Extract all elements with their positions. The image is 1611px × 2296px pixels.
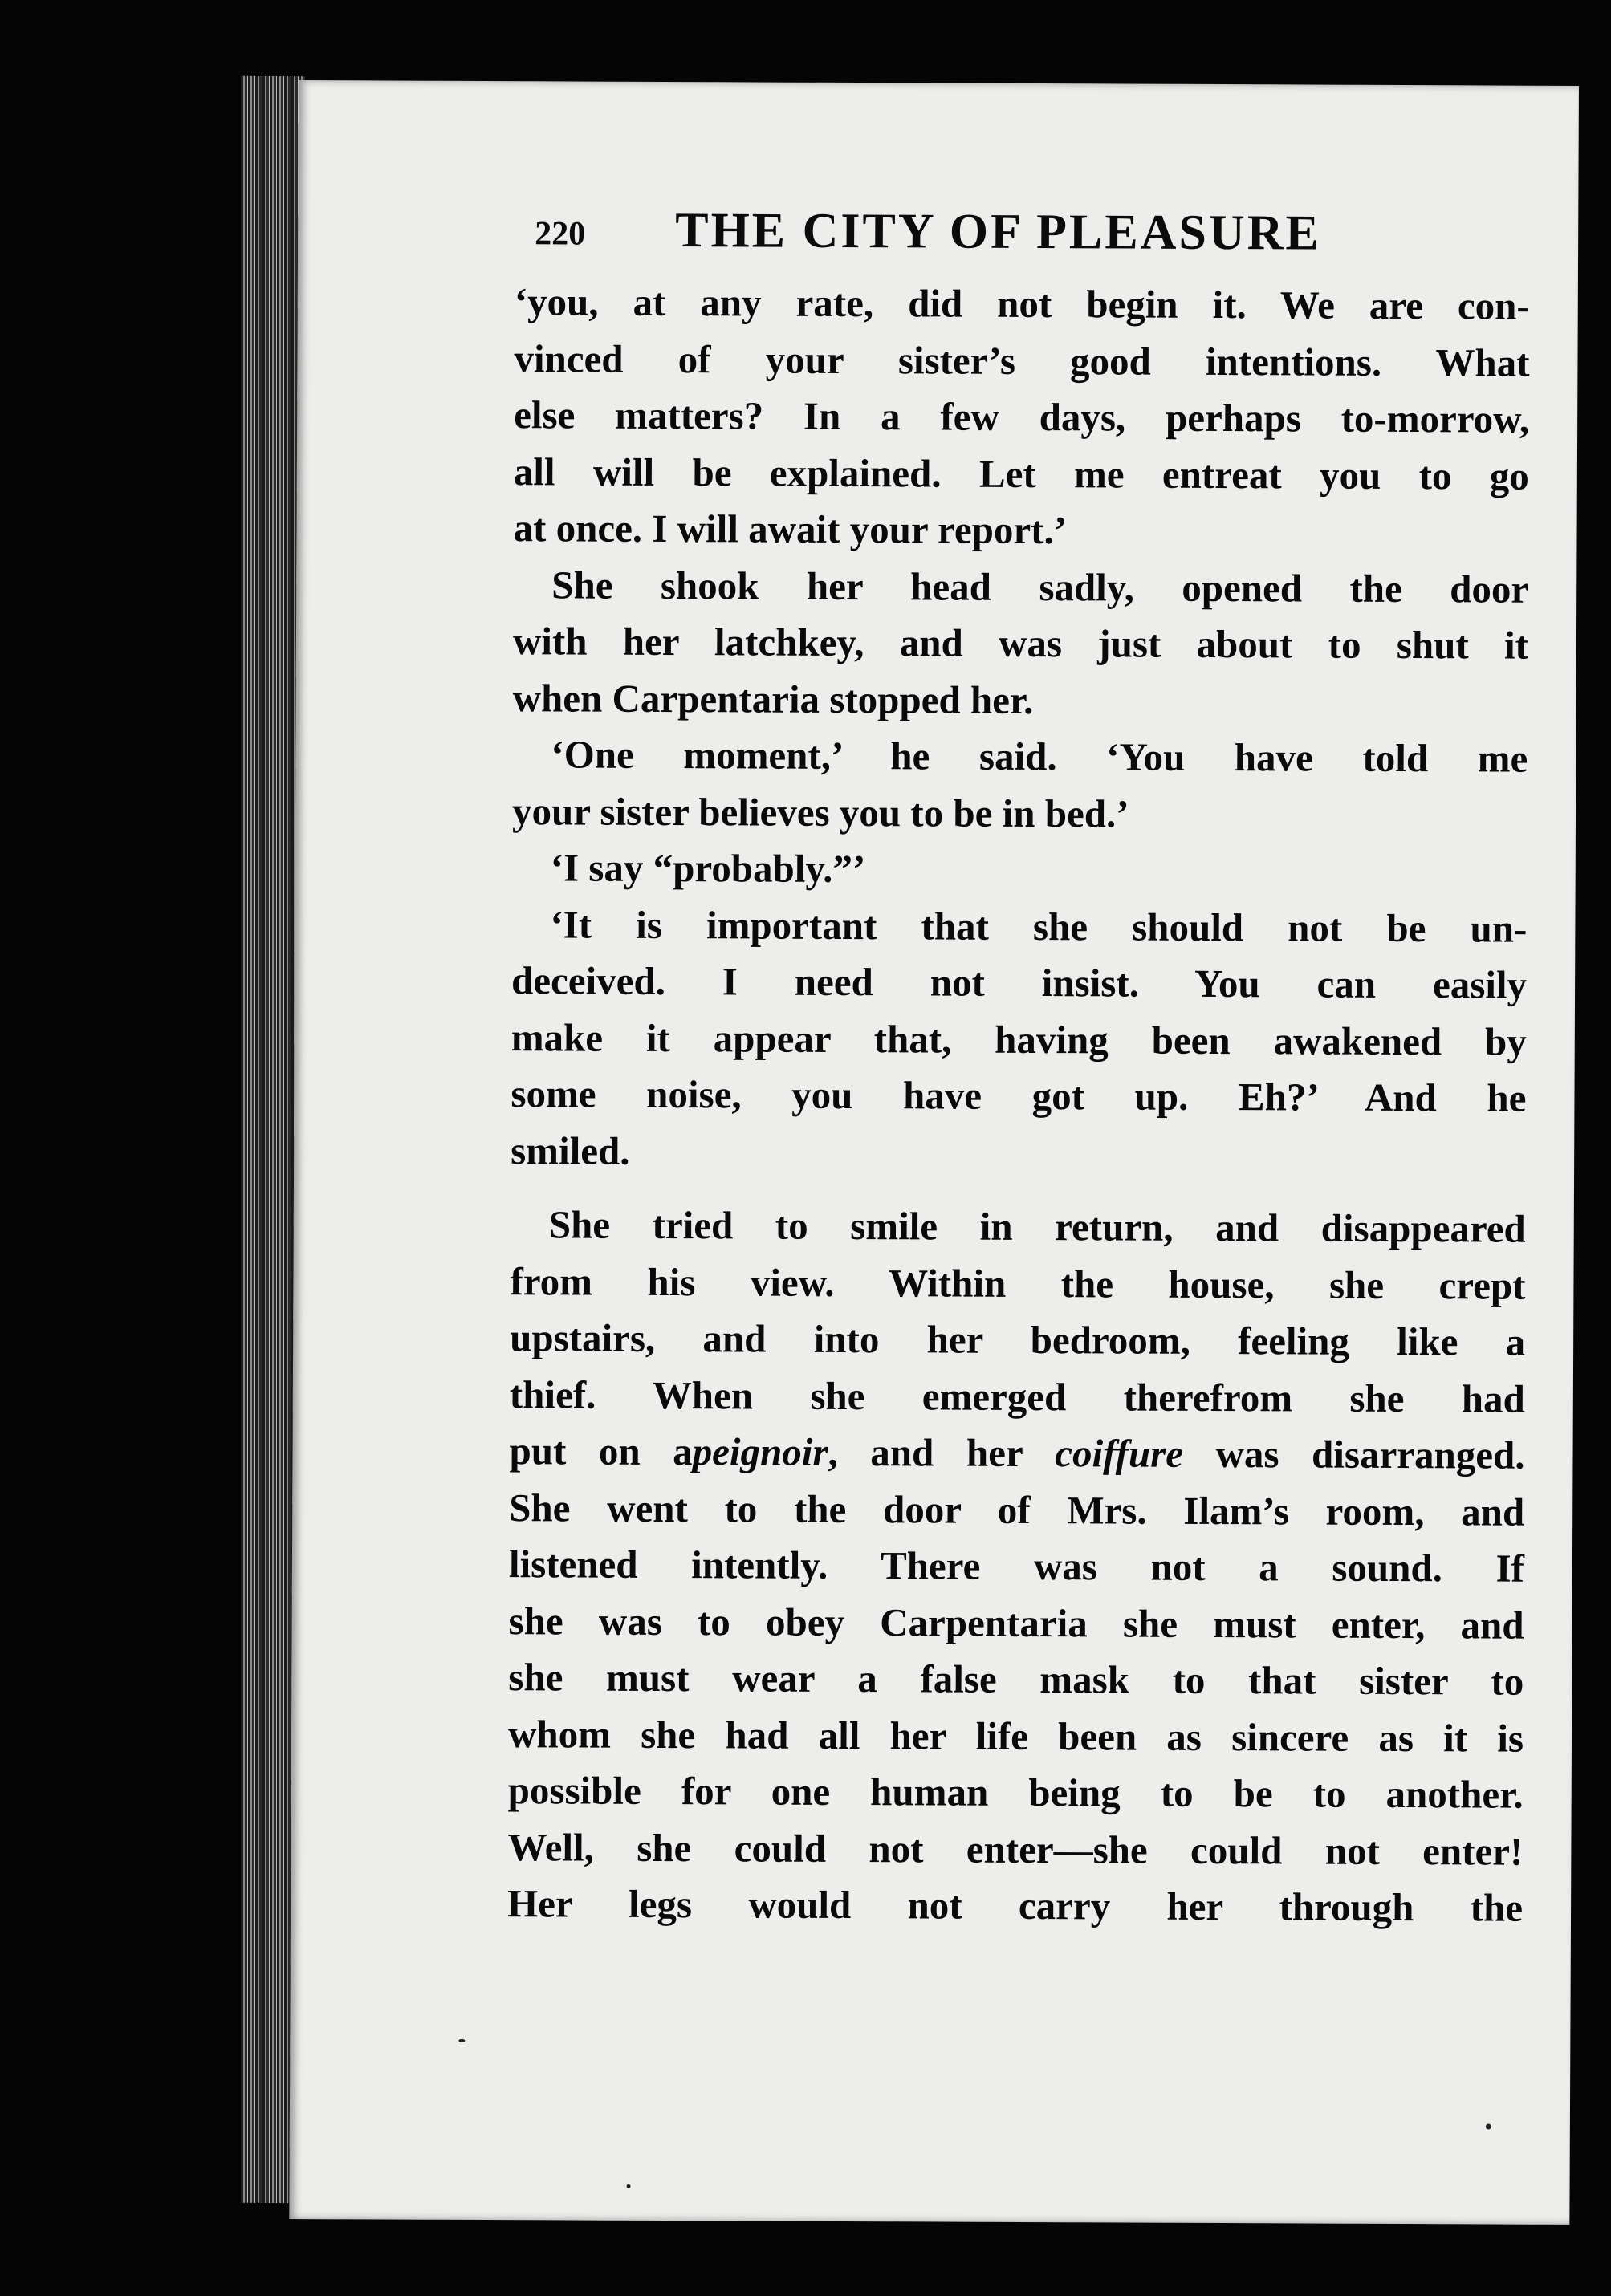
text-segment: , and her bbox=[828, 1429, 1023, 1475]
text-line: She tried to smile in return, and disappeared bbox=[548, 1202, 1526, 1251]
body-text bbox=[507, 274, 1530, 1936]
text-line: with her latchkey, and was just about to shut it bbox=[512, 619, 1529, 668]
text-line: she must wear a false mask to that sister to bbox=[508, 1655, 1524, 1704]
running-head bbox=[535, 201, 1534, 262]
text-line: ‘It is important that she should not be un- bbox=[550, 901, 1528, 951]
text-line: make it appear that, having been awakened by bbox=[511, 1014, 1527, 1064]
dust-speck bbox=[627, 2184, 631, 2188]
text-line: smiled. bbox=[511, 1128, 630, 1173]
text-line: vinced of your sister’s good intentions. What bbox=[514, 335, 1530, 385]
text-line: ‘One moment,’ he said. ‘You have told me bbox=[551, 732, 1528, 781]
text-line: possible for one human being to be to another. bbox=[507, 1768, 1524, 1817]
text-line: deceived. I need not insist. You can easily bbox=[511, 958, 1528, 1007]
text-line: thief. When she emerged therefrom she had bbox=[509, 1372, 1525, 1421]
text-line: she was to obey Carpentaria she must enter, and bbox=[508, 1598, 1524, 1648]
text-line: Well, she could not enter—she could not enter! bbox=[507, 1824, 1524, 1874]
text-line: Her legs would not carry her through the bbox=[506, 1881, 1524, 1930]
text-line: ‘I say “probably.”’ bbox=[550, 845, 866, 892]
dust-speck bbox=[1486, 2123, 1491, 2129]
text-line: else matters? In a few days, perhaps to-morrow, bbox=[514, 392, 1530, 441]
dust-speck bbox=[458, 2039, 465, 2042]
text-line: at once. I will await your report.’ bbox=[513, 506, 1068, 553]
text-line: some noise, you have got up. Eh?’ And he bbox=[511, 1071, 1527, 1120]
text-line-with-italics bbox=[509, 1423, 1524, 1484]
italic-word: coiffure bbox=[1055, 1431, 1184, 1476]
text-line: listened intently. There was not a sound. If bbox=[508, 1542, 1525, 1591]
book-page bbox=[289, 80, 1579, 2225]
text-line: ‘you, at any rate, did not begin it. We are con- bbox=[514, 279, 1530, 328]
text-line: She shook her head sadly, opened the door bbox=[551, 562, 1529, 612]
text-line: all will be explained. Let me entreat you to go bbox=[513, 449, 1529, 498]
page-number: 220 bbox=[535, 215, 586, 253]
italic-word: peignoir bbox=[692, 1429, 828, 1474]
text-line: when Carpentaria stopped her. bbox=[512, 675, 1034, 722]
text-line: whom she had all her life been as sincere as it is bbox=[507, 1711, 1524, 1761]
text-line: upstairs, and into her bedroom, feeling like a bbox=[510, 1315, 1526, 1364]
text-line: your sister believes you to be in bed.’ bbox=[511, 788, 1129, 836]
text-segment: was disarranged. bbox=[1182, 1431, 1525, 1477]
text-line: from his view. Within the house, she crept bbox=[510, 1258, 1526, 1308]
book-title: THE CITY OF PLEASURE bbox=[675, 203, 1322, 261]
text-segment: put on a bbox=[509, 1428, 693, 1474]
text-line: She went to the door of Mrs. Ilam’s room, and bbox=[509, 1485, 1525, 1534]
